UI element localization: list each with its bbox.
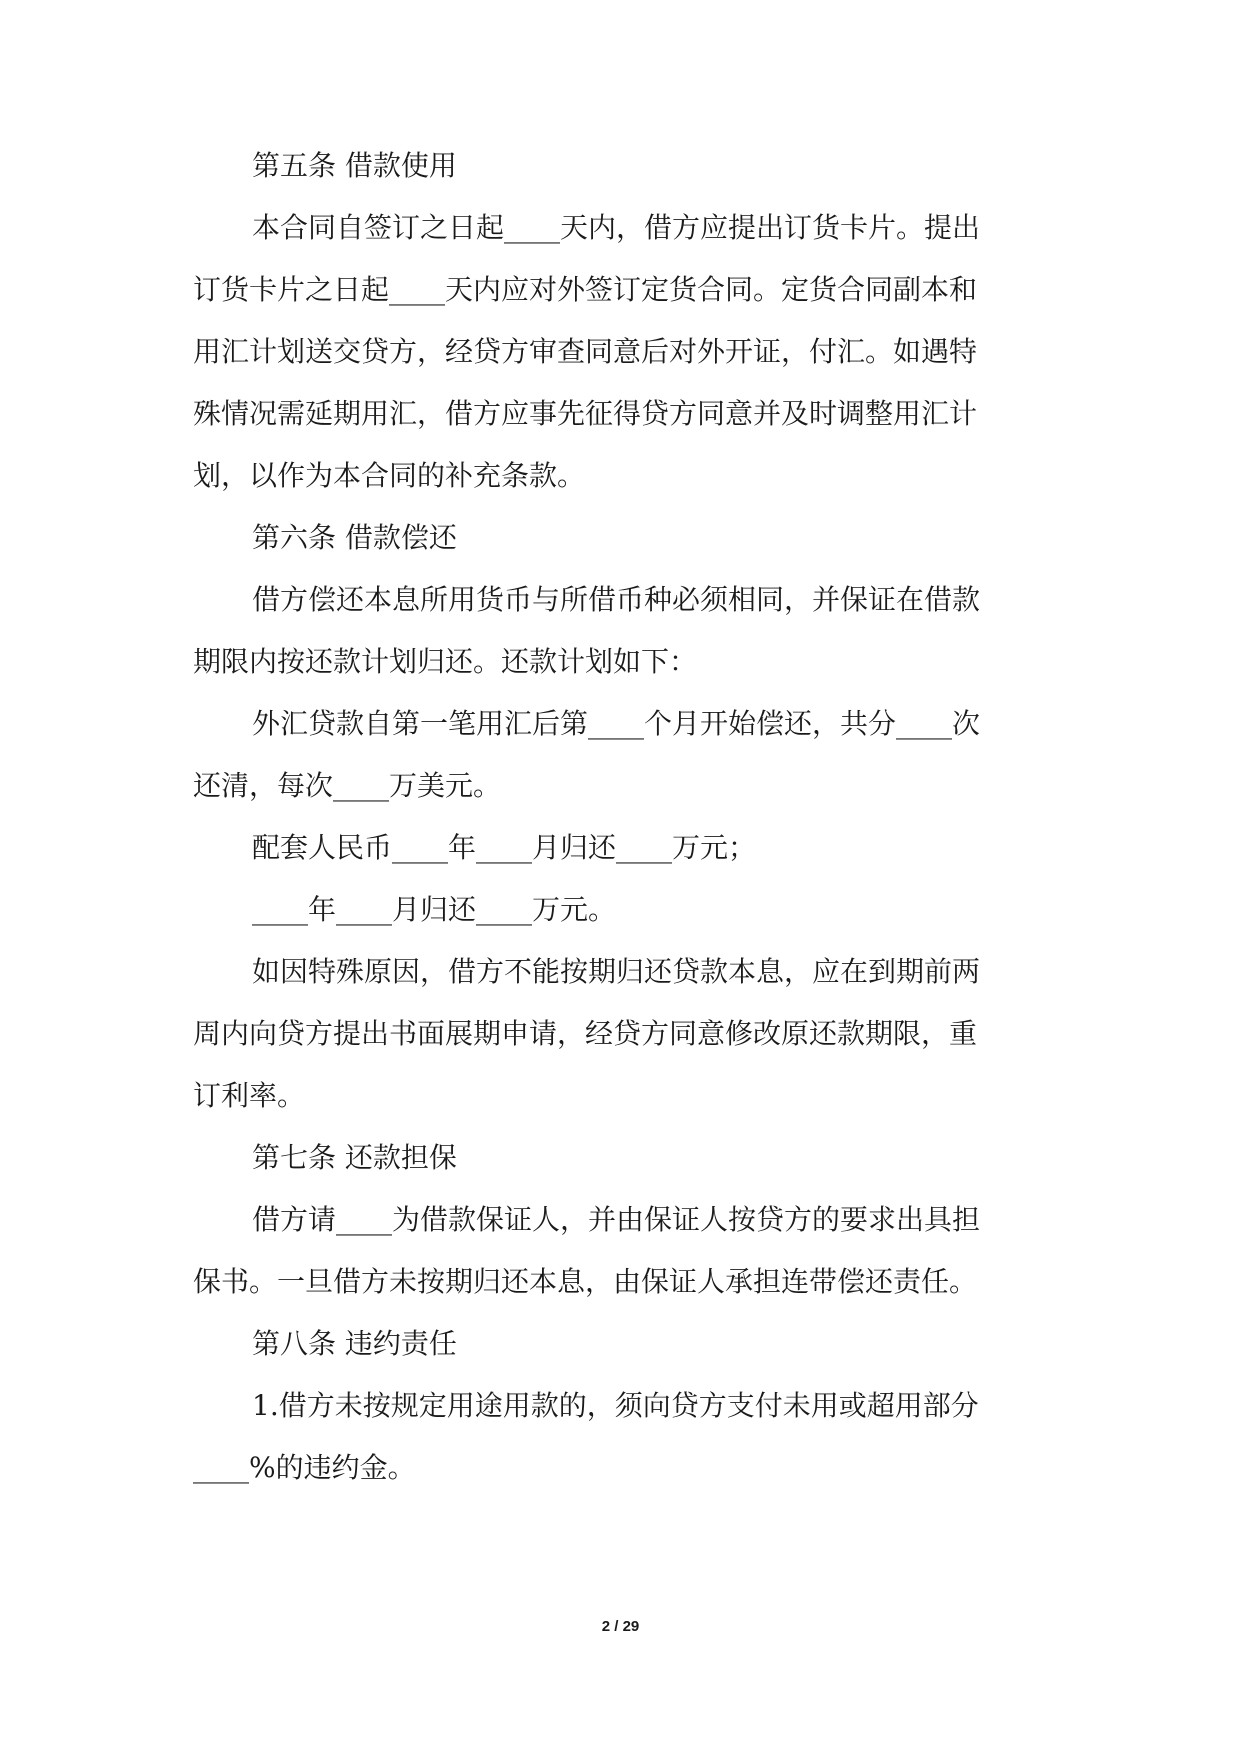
article-5-heading: 第五条 借款使用 <box>252 149 457 182</box>
paragraph-line: 本合同自签订之日起____天内，借方应提出订货卡片。提出 <box>252 211 981 244</box>
paragraph-line: 保书。一旦借方未按期归还本息，由保证人承担连带偿还责任。 <box>193 1265 978 1298</box>
page-number: 2 / 29 <box>601 1618 640 1635</box>
paragraph-line: 订利率。 <box>193 1079 306 1112</box>
paragraph-line: 划，以作为本合同的补充条款。 <box>193 459 586 492</box>
paragraph-line: 配套人民币____年____月归还____万元； <box>252 831 757 864</box>
article-7-heading: 第七条 还款担保 <box>252 1141 457 1174</box>
paragraph-line: 周内向贷方提出书面展期申请，经贷方同意修改原还款期限，重 <box>193 1017 978 1050</box>
paragraph-line: 还清，每次____万美元。 <box>193 769 502 802</box>
document-body <box>193 149 1063 1516</box>
paragraph-line: 如因特殊原因，借方不能按期归还贷款本息，应在到期前两 <box>252 955 981 988</box>
paragraph-line: 外汇贷款自第一笔用汇后第____个月开始偿还，共分____次 <box>252 707 981 740</box>
paragraph-line: 订货卡片之日起____天内应对外签订定货合同。定货合同副本和 <box>193 273 978 306</box>
paragraph-line: 借方偿还本息所用货币与所借币种必须相同，并保证在借款 <box>252 583 981 616</box>
paragraph-line: 期限内按还款计划归还。还款计划如下： <box>193 645 698 678</box>
paragraph-line: ____年____月归还____万元。 <box>252 893 617 926</box>
article-8-heading: 第八条 违约责任 <box>252 1327 457 1360</box>
paragraph-line: 殊情况需延期用汇，借方应事先征得贷方同意并及时调整用汇计 <box>193 397 978 430</box>
paragraph-line: 借方请____为借款保证人，并由保证人按贷方的要求出具担 <box>252 1203 981 1236</box>
paragraph-line: ____%的违约金。 <box>193 1451 416 1484</box>
paragraph-line: 用汇计划送交贷方，经贷方审查同意后对外开证，付汇。如遇特 <box>193 335 978 368</box>
paragraph-line: 1.借方未按规定用途用款的，须向贷方支付未用或超用部分 <box>252 1389 979 1422</box>
article-6-heading: 第六条 借款偿还 <box>252 521 457 554</box>
